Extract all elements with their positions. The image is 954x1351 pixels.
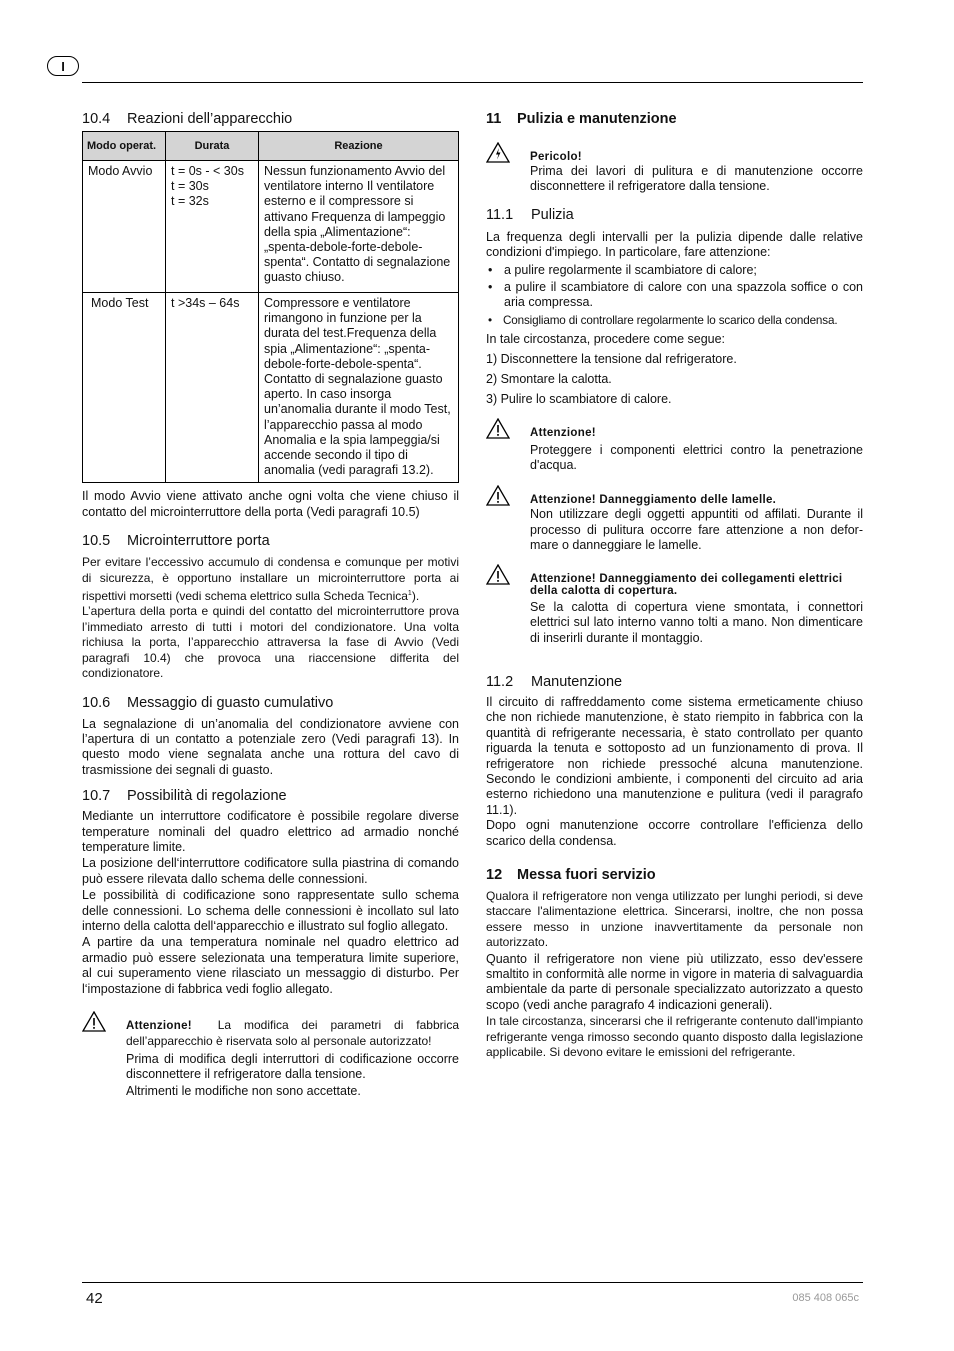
warning-triangle-icon [486, 418, 530, 474]
list-item: • a pulire il scambiatore di calore con una spazzola soffice o con aria compressa. [486, 280, 863, 311]
section-11-2-heading: 11.2 Manutenzione [486, 673, 623, 690]
section-10-4-heading: 10.4 Reazioni dell’apparecchio [82, 111, 293, 127]
table-cell-duration: t = 0s - < 30s t = 30s t = 32s [166, 161, 259, 293]
section-12-heading: 12 Messa fuori servizio [486, 866, 656, 883]
section-11-heading: 11 Pulizia e manutenzione [486, 111, 677, 127]
section-11-2-paragraph: Dopo ogni manutenzione occorre controllare l'efficienza dello scarico della condensa. [486, 818, 863, 848]
header-rule [82, 82, 863, 83]
section-11-1-heading: 11.1 Pulizia [486, 206, 574, 223]
table-cell-reaction: Nessun funzionamento Avvio del ventilatore interno Il ventilatore esterno e il compressore si attivano Frequenza di lampeggio della spia „Alimentazione“: „spenta-debole-forte-debole-spenta“. Contatto di segnalazione guasto chiuso. [259, 161, 459, 293]
danger-block [486, 142, 863, 195]
document-code: 085 408 065c [792, 1292, 859, 1304]
warning-text: Se la calotta di copertura viene smontata, i connettori elettrici sul lato interno vanno tolti a mano. Non dimenticare di inserirli durante il montaggio. [530, 599, 863, 645]
list-item: 1) Disconnettere la tensione dal refrigeratore. [486, 352, 737, 367]
warning-block [486, 485, 863, 553]
section-10-6-heading: 10.6 Messaggio di guasto cumulativo [82, 694, 334, 711]
section-10-7-paragraph: La posizione dell‘interruttore codificatore sulla piastrina di comando può essere rilevata dallo schema delle connessioni. [82, 856, 459, 886]
section-12-paragraph: Qualora il refrigeratore non venga utilizzato per lunghi periodi, si deve staccare l'alimentazione elettrica. Sincerarsi, inoltre, che non possa essere messo in unzione inavvertitamente da personale non autorizzato. [486, 888, 863, 950]
warning-block [82, 1011, 459, 1099]
table-cell-mode: Modo Avvio [83, 161, 166, 293]
language-badge: I [47, 56, 79, 76]
list-item: • Consigliamo di controllare regolarmente lo scarico della condensa. [486, 313, 863, 328]
reactions-table [82, 131, 459, 483]
warning-title: Attenzione! [530, 426, 596, 439]
list-item: 3) Pulire lo scambiatore di calore. [486, 392, 672, 407]
warning-title: Attenzione! Danneggiamento dei collegamenti elettrici della calotta di copertura. [530, 572, 843, 598]
footer-rule [82, 1282, 863, 1283]
section-11-1-intro: La frequenza degli intervalli per la pulizia dipende dalle relative condizioni d'impiego. In particolare, fare attenzione: [486, 229, 863, 260]
page-number: 42 [86, 1290, 103, 1307]
table-row [83, 161, 459, 293]
steps-list [486, 352, 863, 407]
warning-block [486, 564, 863, 646]
section-10-5-heading: 10.5 Microinterruttore porta [82, 533, 270, 550]
table-cell-mode: Modo Test [83, 293, 166, 483]
warning-triangle-icon [82, 1011, 126, 1099]
section-10-6-paragraph: La segnalazione di un’anomalia del condizionatore avviene con l’apertura di un contatto a potenziale zero (Vedi paragrafi 13). In questo modo viene segnalata anche una rottura del cavo di trasmissione dei segnali di guasto. [82, 716, 459, 777]
table-header-reaction: Reazione [259, 132, 459, 161]
warning-text: Altrimenti le modifiche non sono accettate. [126, 1083, 361, 1098]
warning-text: Non utilizzare degli oggetti appuntiti od affilati. Durante il processo di pulitura occorre fare attenzione a non defor-mare o danneggiare le lamelle. [530, 507, 863, 553]
cleaning-list [486, 263, 863, 329]
warning-inline: Attenzione! La modifica dei parametri di fabbrica dell’apparecchio è riservata solo al personale autorizzato! [126, 1018, 459, 1049]
steps-intro: In tale circostanza, procedere come segue: [486, 332, 726, 347]
section-10-5-paragraph: L’apertura della porta e quindi del contatto del microinterruttore prova l’immediato arresto di tutti i motori del condizionatore. Una volta richiusa la porta, l’apparecchio attraversa la fase di Avvio (Vedi paragrafi 10.4) che provoca una riaccensione differita del condizionatore. [82, 604, 459, 681]
warning-block [486, 418, 863, 474]
table-cell-duration: t >34s – 64s [166, 293, 259, 483]
warning-triangle-icon [486, 564, 530, 646]
right-column [486, 110, 863, 1060]
section-10-7-paragraph: Mediante un interruttore codificatore è possibile regolare diverse temperature nominali del quadro elettrico ad armadio nonché temperature limite. [82, 809, 459, 854]
electric-hazard-icon [486, 142, 530, 195]
section-10-7-paragraph: Le possibilità di codificazione sono rappresentate sullo schema delle connessioni. Lo schema delle connessioni è incollato sul lato interno della calotta dell‘apparecchio e illustrato sul foglio allegato. [82, 888, 459, 933]
list-item: • a pulire regolarmente il scambiatore di calore; [486, 263, 863, 278]
table-header-duration: Durata [166, 132, 259, 161]
section-12-paragraph: In tale circostanza, sincerarsi che il refrigerante contenuto dall'impianto refrigerante venga rimosso secondo quanto disposto dalla legislazione applicabile. Si devono evitare le emissioni del refrigerante. [486, 1014, 863, 1060]
table-cell-reaction: Compressore e ventilatore rimangono in funzione per la durata del test.Frequenza della spia „Alimentazione“: „spenta-debole-forte-debole-spenta“. Contatto di segnalazione guasto aperto. In caso insorga un’anomalia durante il modo Test, l’apparecchio passa al modo Anomalia e la spia lampeggia/si accende secondo il tipo di anomalia (vedi paragrafi 13.2). [259, 293, 459, 483]
warning-text: Proteggere i componenti elettrici contro la penetrazione d'acqua. [530, 442, 863, 473]
table-row [83, 293, 459, 483]
warning-title: Attenzione! Danneggiamento delle lamelle. [530, 494, 777, 507]
warning-triangle-icon [486, 485, 530, 553]
table-header-mode: Modo operat. [83, 132, 166, 161]
warning-text: Prima di modifica degli interruttori di codificazione occorre disconnettere il refrigeratore dalla tensione. [126, 1051, 459, 1082]
section-12-paragraph: Quanto il refrigeratore non viene più utilizzato, esso dev'essere smaltito in conformità alle norme in vigore in materia di salvaguardia ambientale da parte di personale specializzato autorizzato a questo scopo (vedi anche paragrafo 4 indicazioni generali). [486, 951, 863, 1012]
section-10-4-note: Il modo Avvio viene attivato anche ogni volta che viene chiuso il contatto del microinterruttore della porta (Vedi paragrafi 10.5) [82, 489, 459, 519]
section-10-7-paragraph: A partire da una temperatura nominale nel quadro elettrico ad armadio può essere selezionata una temperatura limite superiore, al cui superamento viene rilasciato un messaggio di disturbo. Per l‘impostazione di fabbrica vedi foglio allegato. [82, 935, 459, 996]
left-column [82, 110, 459, 1099]
section-11-2-paragraph: Il circuito di raffreddamento come sistema ermeticamente chiuso che non richiede manutenzione, è stato riempito in fabbrica con la quantità di refrigerante necessaria, è stato controllato per quanto riguarda la tenuta e sottoposto ad un funzionamento di prova. Il refrigeratore non richiede pressoché alcuna manutenzione. Secondo le condizioni ambiente, i componenti del circuito ad aria esterno richiedono una manutenzione e pulitura (vedi il paragrafo 11.1). [486, 694, 863, 817]
danger-title: Pericolo! [530, 151, 582, 163]
section-10-5-paragraph: Per evitare l’eccessivo accumulo di condensa e comunque per motivi di sicurezza, è opportuno installare un microinterruttore porta ai rispettivi morsetti (vedi schema elettrico sulla Scheda Tecnica$^1$). [82, 555, 459, 604]
danger-text: Prima dei lavori di pulitura e di manutenzione occorre disconnettere il refrigeratore dalla tensione. [530, 164, 863, 194]
section-10-7-heading: 10.7 Possibilità di regolazione [82, 788, 287, 805]
list-item: 2) Smontare la calotta. [486, 372, 612, 387]
